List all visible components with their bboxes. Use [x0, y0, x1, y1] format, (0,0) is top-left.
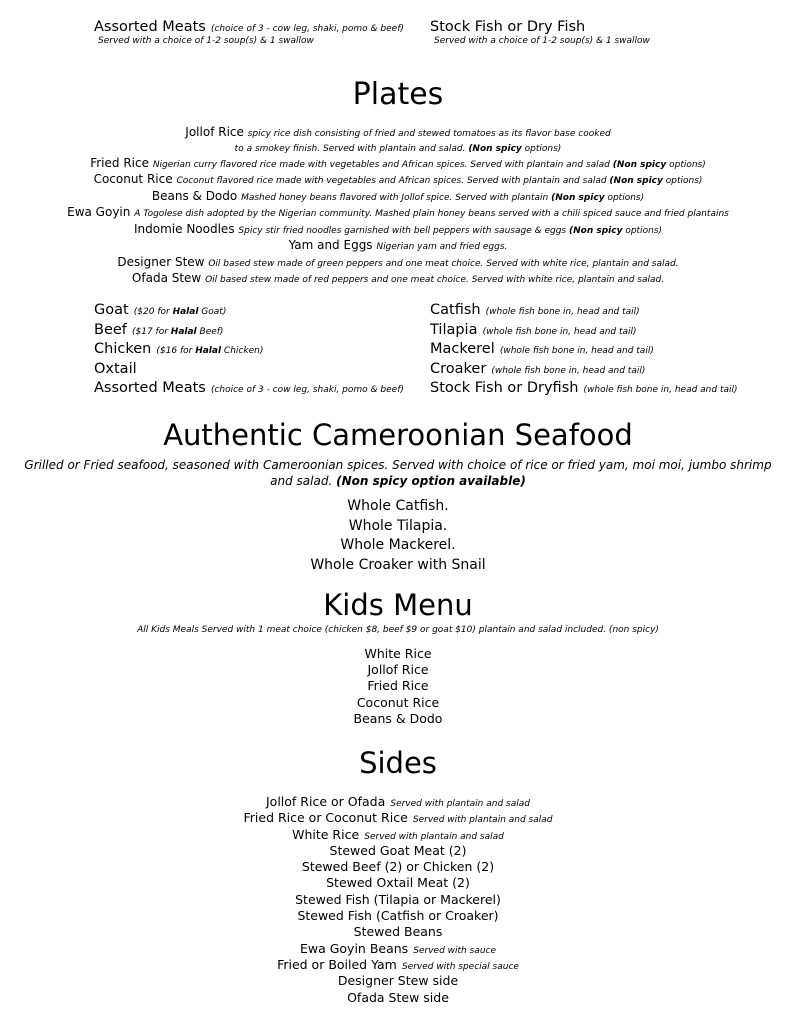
fish-note: (whole fish bone in, head and tail)	[485, 307, 640, 317]
item-name: Assorted Meats	[94, 19, 206, 35]
plate-name: Yam and Eggs	[288, 238, 373, 252]
kids-item: Fried Rice	[367, 678, 429, 694]
plate-item	[0, 204, 796, 221]
protein-note-bold: Halal	[170, 326, 197, 337]
plate-desc-tail: options)	[604, 192, 645, 203]
seafood-desc-2	[0, 474, 796, 488]
side-note: Served with special sauce	[401, 961, 519, 972]
plate-desc: A Togolese dish adopted by the Nigerian community. Mashed plain honey beans served with a chili spiced sauce and fried plantains	[134, 209, 729, 219]
side-item	[0, 807, 796, 826]
sides-list	[0, 791, 796, 1003]
fish-name: Stock Fish or Dryfish	[430, 380, 579, 397]
plate-desc: Nigerian yam and fried eggs.	[376, 242, 508, 252]
protein-note-tail: Beef)	[196, 326, 224, 337]
kids-list	[0, 646, 796, 727]
side-name: Stewed Beef (2) or Chicken (2)	[301, 859, 495, 875]
plate-item	[0, 124, 796, 141]
protein-name: Chicken	[94, 341, 152, 358]
side-note: Served with plantain and salad	[390, 799, 530, 809]
plate-desc: Nigerian curry flavored rice made with vegetables and African spices. Served with plantain and salad	[152, 159, 613, 170]
plate-name: Coconut Rice	[93, 172, 173, 186]
kids-item: Coconut Rice	[356, 694, 440, 710]
plate-item	[0, 171, 796, 188]
side-item	[0, 840, 796, 856]
side-item	[0, 987, 796, 1003]
protein-list	[94, 299, 404, 397]
plates-list	[0, 124, 796, 287]
side-name: Stewed Beans	[353, 924, 443, 940]
fish-item	[430, 299, 738, 319]
protein-note: ($17 for	[132, 326, 171, 337]
seafood-desc-text: and salad.	[270, 474, 337, 488]
side-name: Jollof Rice or Ofada	[266, 794, 386, 809]
protein-item	[94, 319, 404, 339]
plate-desc-bold: (Non spicy	[609, 176, 663, 186]
fish-name: Mackerel	[430, 341, 495, 358]
side-name: Stewed Oxtail Meat (2)	[326, 875, 470, 891]
seafood-item: Whole Croaker with Snail	[310, 556, 486, 573]
kids-item: White Rice	[364, 646, 432, 661]
plate-name: Ewa Goyin	[67, 205, 131, 219]
plate-desc: Coconut flavored rice made with vegetables and African spices. Served with plantain and salad	[176, 176, 610, 186]
section-title-kids: Kids Menu	[323, 588, 473, 622]
fish-note: (whole fish bone in, head and tail)	[482, 326, 637, 337]
item-sub: Served with a choice of 1-2 soup(s) & 1 swallow	[434, 36, 650, 46]
side-item	[0, 889, 796, 905]
plate-item	[0, 221, 796, 238]
protein-item	[94, 358, 404, 378]
plate-item	[0, 270, 796, 287]
fish-note: (whole fish bone in, head and tail)	[499, 346, 654, 357]
side-name: Stewed Fish (Catfish or Croaker)	[297, 908, 499, 924]
side-name: Stewed Goat Meat (2)	[329, 842, 467, 858]
kids-item: Beans & Dodo	[353, 710, 443, 726]
side-item	[0, 791, 796, 807]
plate-desc-bold: (Non spicy	[551, 192, 605, 203]
side-name: Fried Rice or Coconut Rice	[243, 810, 408, 826]
fish-note: (whole fish bone in, head and tail)	[583, 385, 738, 396]
side-note: Served with sauce	[413, 945, 497, 956]
side-item	[0, 938, 796, 954]
section-title-seafood: Authentic Cameroonian Seafood	[163, 418, 633, 452]
kids-item: Jollof Rice	[367, 662, 429, 678]
plate-desc-tail: options)	[521, 143, 562, 154]
seafood-item: Whole Catfish.	[347, 498, 449, 514]
plate-name: Indomie Noodles	[134, 221, 235, 236]
plate-desc-tail: options)	[666, 159, 706, 170]
seafood-list	[0, 498, 796, 576]
side-name: Fried or Boiled Yam	[277, 956, 397, 972]
fish-item	[430, 338, 738, 358]
side-name: White Rice	[292, 826, 360, 842]
plate-desc-tail: options)	[662, 176, 703, 186]
fish-name: Catfish	[430, 302, 481, 318]
plate-name: Designer Stew	[117, 254, 205, 269]
side-item	[0, 856, 796, 875]
protein-name: Assorted Meats	[94, 380, 206, 397]
protein-note-bold: Halal	[172, 307, 199, 317]
kids-desc: All Kids Meals Served with 1 meat choice (chicken $8, beef $9 or goat $10) plantain and salad included. (non spicy)	[137, 625, 659, 635]
plate-desc-bold: (Non spicy	[468, 143, 522, 154]
side-item	[0, 954, 796, 970]
protein-note: ($16 for	[156, 346, 196, 357]
seafood-item: Whole Tilapia.	[348, 517, 448, 534]
protein-name: Beef	[94, 321, 127, 338]
plate-desc-bold: (Non spicy	[568, 225, 623, 236]
plate-name: Beans & Dodo	[151, 188, 238, 203]
protein-name: Oxtail	[94, 360, 137, 377]
side-item	[0, 970, 796, 989]
side-item	[0, 824, 796, 840]
plate-desc: Oil based stew made of green peppers and one meat choice. Served with white rice, plantain and salad.	[208, 258, 679, 269]
section-title-sides: Sides	[359, 746, 437, 780]
protein-note-tail: Chicken)	[221, 346, 264, 357]
side-name: Designer Stew side	[337, 973, 459, 989]
plate-desc-tail: options)	[622, 225, 662, 236]
side-name: Stewed Fish (Tilapia or Mackerel)	[295, 891, 501, 907]
side-item	[0, 872, 796, 891]
side-name: Ewa Goyin Beans	[299, 940, 409, 956]
side-item	[0, 905, 796, 924]
plate-item	[0, 155, 796, 172]
fish-item	[430, 377, 738, 397]
item-note: (choice of 3 - cow leg, shaki, pomo & beef)	[210, 24, 404, 34]
protein-name: Goat	[94, 302, 129, 318]
protein-note-bold: Halal	[195, 346, 222, 357]
protein-item	[94, 299, 404, 319]
fish-list	[430, 299, 738, 397]
plate-desc: Mashed honey beans flavored with Jollof spice. Served with plantain	[241, 192, 552, 203]
plate-name: Jollof Rice	[185, 125, 244, 139]
top-left-item	[94, 16, 404, 35]
fish-item	[430, 319, 738, 339]
plate-item	[0, 254, 796, 271]
section-title-plates: Plates	[352, 77, 444, 112]
plate-item-cont	[0, 141, 796, 155]
side-item	[0, 921, 796, 940]
protein-note-tail: Goat)	[198, 307, 227, 317]
top-right-item	[430, 16, 585, 35]
seafood-desc-bold: (Non spicy option available)	[336, 474, 526, 488]
fish-note: (whole fish bone in, head and tail)	[491, 365, 646, 376]
protein-note: (choice of 3 - cow leg, shaki, pomo & beef)	[210, 385, 404, 396]
plate-desc: Spicy stir fried noodles garnished with bell peppers with sausage & eggs	[238, 225, 569, 236]
item-sub: Served with a choice of 1-2 soup(s) & 1 swallow	[98, 36, 314, 46]
plate-item	[0, 237, 796, 254]
plate-name: Fried Rice	[90, 155, 149, 170]
seafood-item: Whole Mackerel.	[340, 537, 456, 554]
side-name: Ofada Stew side	[347, 989, 449, 1005]
protein-item	[94, 377, 404, 397]
fish-item	[430, 358, 738, 378]
side-note: Served with plantain and salad	[412, 815, 553, 826]
plate-desc-2: to a smokey finish. Served with plantain and salad.	[234, 143, 469, 154]
seafood-desc-1: Grilled or Fried seafood, seasoned with Cameroonian spices. Served with choice of rice or fried yam, moi moi, jumbo shrimp	[24, 458, 772, 472]
plate-item	[0, 188, 796, 205]
side-note: Served with plantain and salad	[364, 831, 504, 842]
protein-item	[94, 338, 404, 358]
fish-name: Tilapia	[430, 321, 478, 338]
plate-desc-bold: (Non spicy	[612, 159, 667, 170]
plate-desc: Oil based stew made of red peppers and one meat choice. Served with white rice, plantain and salad.	[205, 275, 665, 285]
plate-desc: spicy rice dish consisting of fried and stewed tomatoes as its flavor base cooked	[247, 129, 611, 139]
fish-name: Croaker	[430, 360, 487, 377]
protein-note: ($20 for	[133, 307, 173, 317]
item-name: Stock Fish or Dry Fish	[430, 19, 586, 35]
plate-name: Ofada Stew	[131, 271, 202, 285]
